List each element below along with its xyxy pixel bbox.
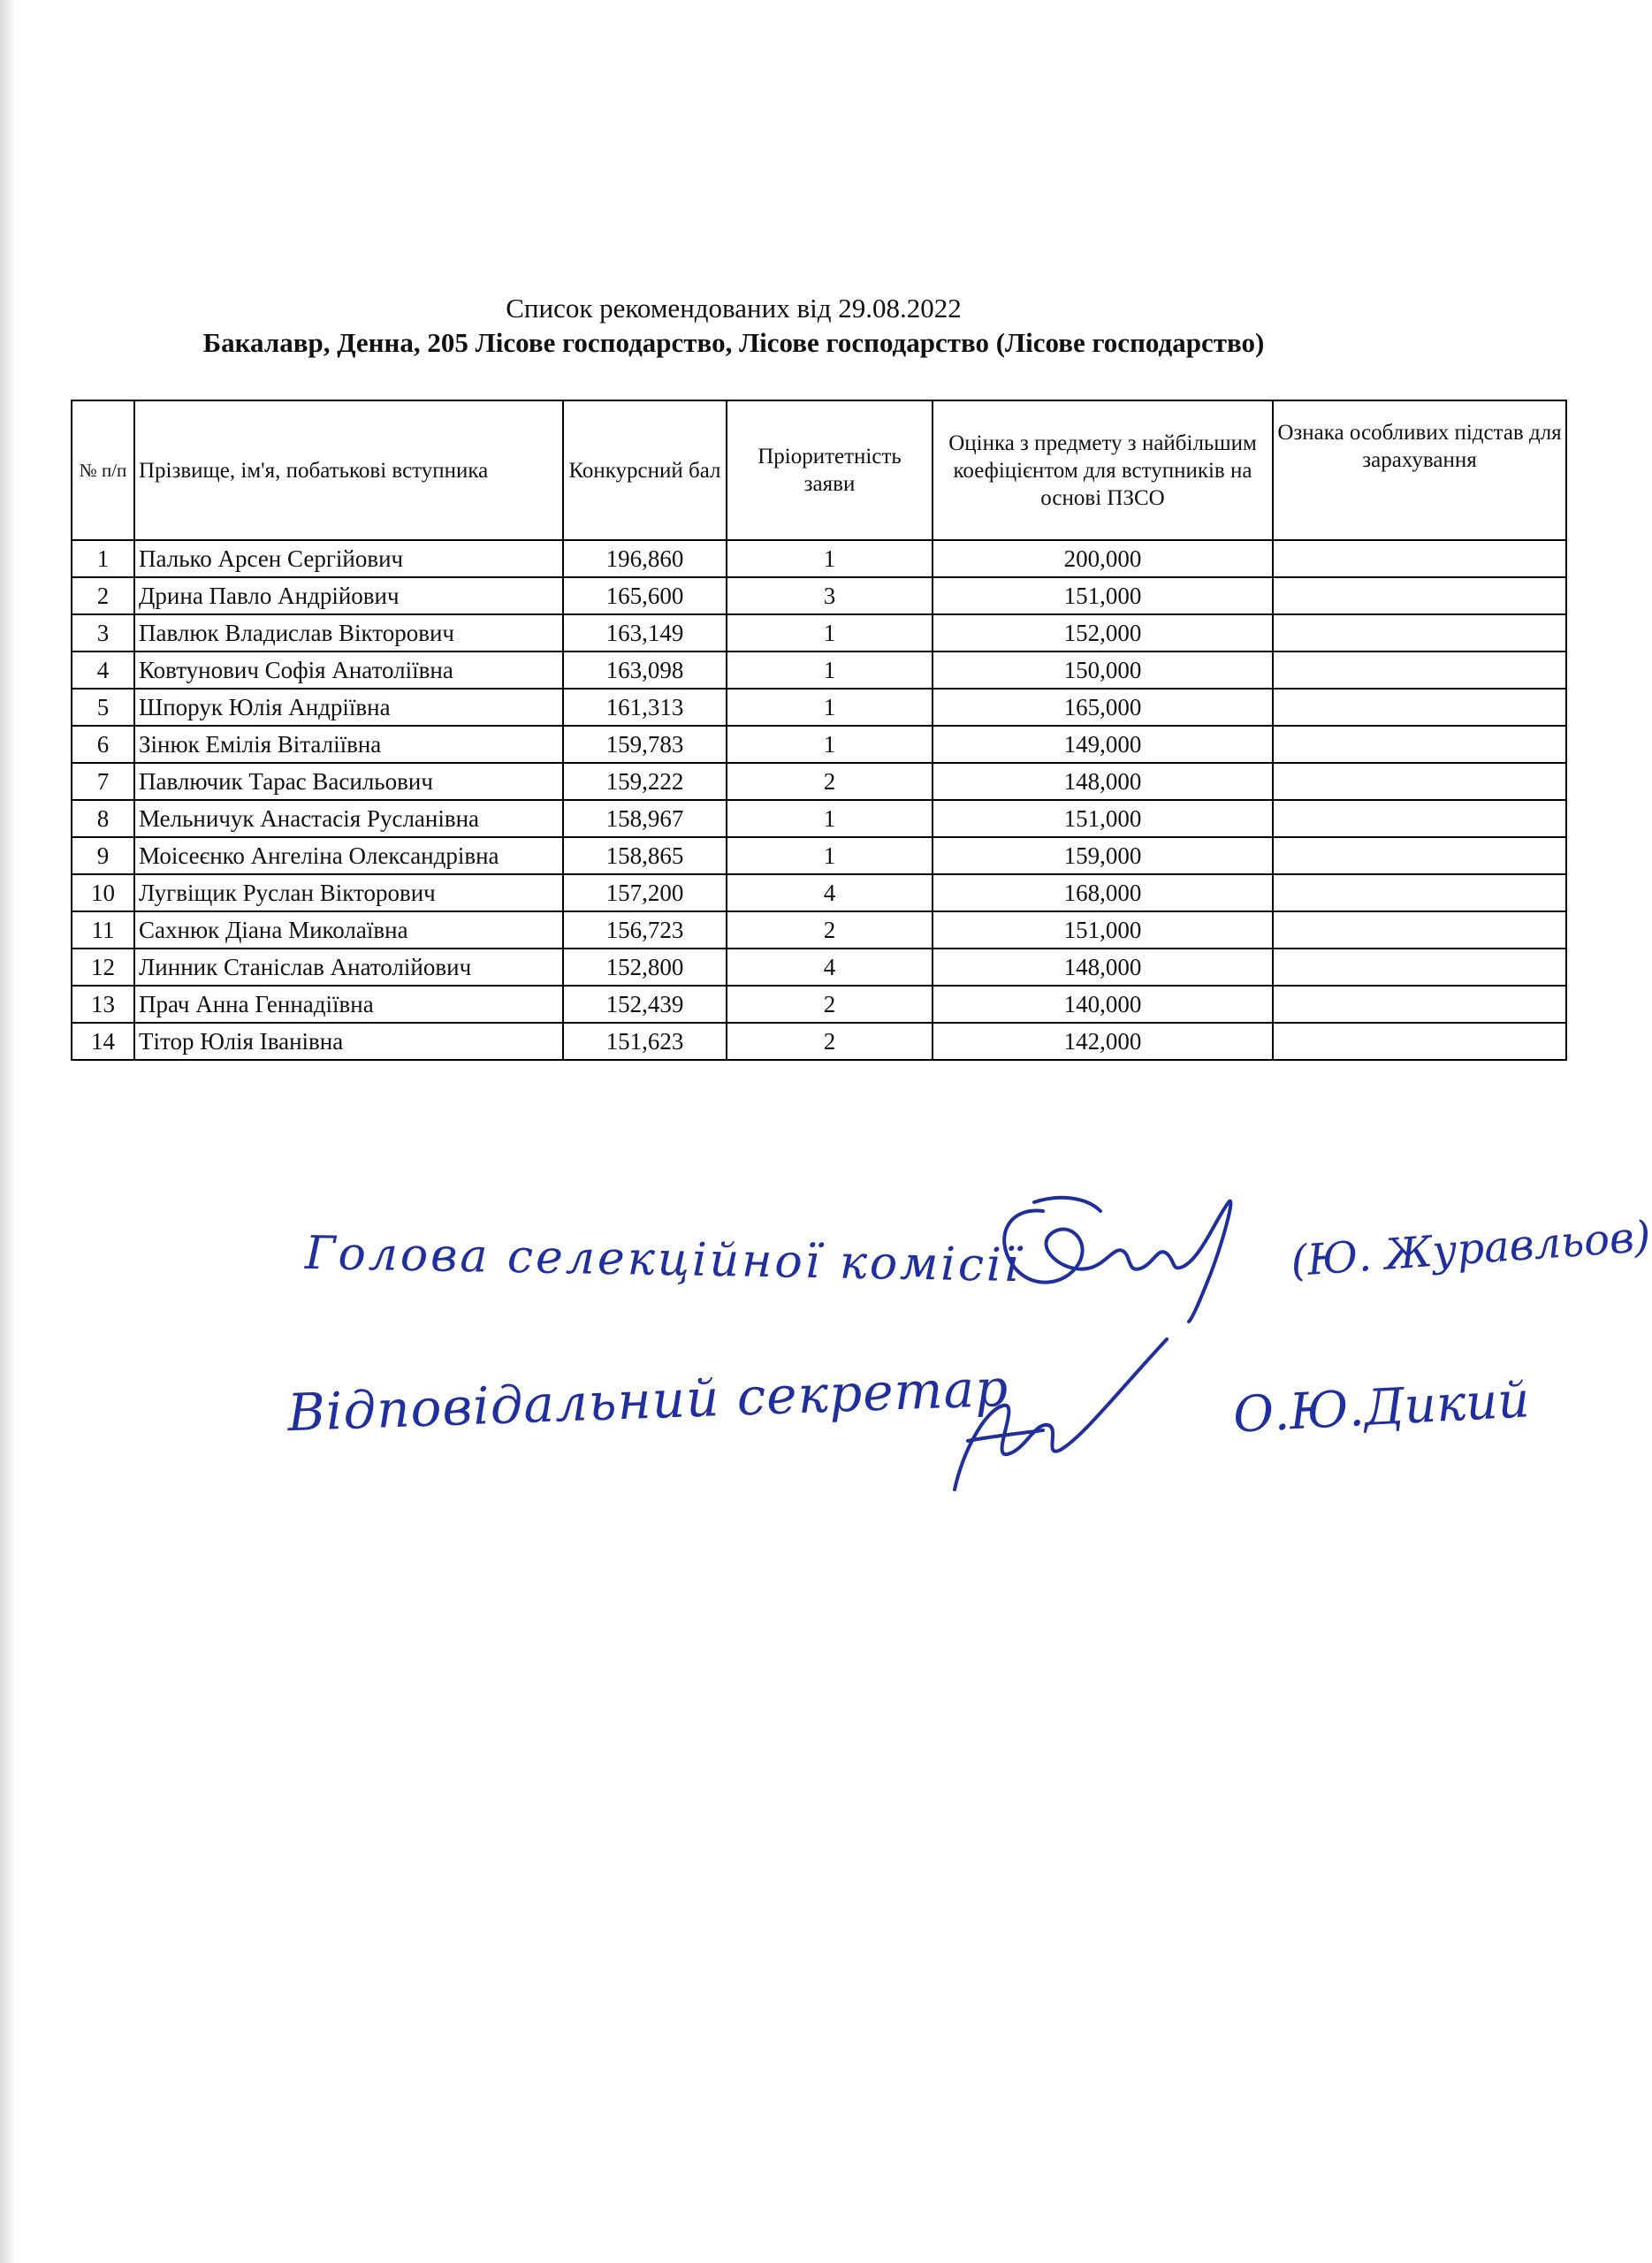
secretary-title-handwritten: Відповідальний секретар <box>286 1357 1010 1444</box>
applicant-name: Тітор Юлія Іванівна <box>134 1023 563 1060</box>
table-row <box>72 763 1566 800</box>
applicant-name: Сахнюк Діана Миколаївна <box>134 911 563 949</box>
applicant-name: Прач Анна Геннадіївна <box>134 986 563 1023</box>
subject-grade: 200,000 <box>933 540 1273 577</box>
application-priority: 1 <box>727 726 933 763</box>
row-number: 2 <box>72 577 134 614</box>
competitive-score: 163,098 <box>563 651 727 689</box>
row-number: 6 <box>72 726 134 763</box>
table-row <box>72 800 1566 837</box>
special-grounds <box>1273 800 1566 837</box>
applicant-name: Линник Станіслав Анатолійович <box>134 949 563 986</box>
applicant-name: Дрина Павло Андрійович <box>134 577 563 614</box>
application-priority: 4 <box>727 949 933 986</box>
table-row <box>72 1023 1566 1060</box>
special-grounds <box>1273 651 1566 689</box>
header-priority: Пріоритетність заяви <box>727 400 933 540</box>
document-title: Список рекомендованих від 29.08.2022 <box>506 293 962 324</box>
subject-grade: 142,000 <box>933 1023 1273 1060</box>
competitive-score: 159,222 <box>563 763 727 800</box>
table-row <box>72 689 1566 726</box>
subject-grade: 140,000 <box>933 986 1273 1023</box>
row-number: 14 <box>72 1023 134 1060</box>
row-number: 1 <box>72 540 134 577</box>
header-grade: Оцінка з предмету з найбільшим коефіцієнтом для вступників на основі ПЗСО <box>933 400 1273 540</box>
chair-signature <box>981 1185 1246 1326</box>
special-grounds <box>1273 837 1566 874</box>
table-body <box>72 540 1566 1060</box>
subject-grade: 151,000 <box>933 911 1273 949</box>
special-grounds <box>1273 614 1566 651</box>
table-row <box>72 911 1566 949</box>
special-grounds <box>1273 1023 1566 1060</box>
applicant-name: Мельничук Анастасія Русланівна <box>134 800 563 837</box>
subject-grade: 165,000 <box>933 689 1273 726</box>
application-priority: 2 <box>727 911 933 949</box>
row-number: 11 <box>72 911 134 949</box>
row-number: 5 <box>72 689 134 726</box>
applicant-name: Павлючик Тарас Васильович <box>134 763 563 800</box>
special-grounds <box>1273 874 1566 911</box>
row-number: 10 <box>72 874 134 911</box>
special-grounds <box>1273 911 1566 949</box>
document-subtitle: Бакалавр, Денна, 205 Лісове господарство, Лісове господарство (Лісове господарство) <box>202 327 1265 358</box>
applicant-name: Моісеєнко Ангеліна Олександрівна <box>134 837 563 874</box>
row-number: 7 <box>72 763 134 800</box>
special-grounds <box>1273 949 1566 986</box>
special-grounds <box>1273 726 1566 763</box>
subject-grade: 148,000 <box>933 949 1273 986</box>
competitive-score: 165,600 <box>563 577 727 614</box>
table-row <box>72 540 1566 577</box>
recommended-list-table <box>71 400 1567 1061</box>
competitive-score: 163,149 <box>563 614 727 651</box>
applicant-name: Павлюк Владислав Вікторович <box>134 614 563 651</box>
special-grounds <box>1273 540 1566 577</box>
table-row <box>72 726 1566 763</box>
header-name: Прізвище, ім'я, побатькові вступника <box>134 400 563 540</box>
row-number: 12 <box>72 949 134 986</box>
header-special: Ознака особливих підстав для зарахування <box>1273 400 1566 540</box>
competitive-score: 152,439 <box>563 986 727 1023</box>
row-number: 8 <box>72 800 134 837</box>
special-grounds <box>1273 689 1566 726</box>
application-priority: 1 <box>727 540 933 577</box>
application-priority: 2 <box>727 1023 933 1060</box>
special-grounds <box>1273 986 1566 1023</box>
application-priority: 1 <box>727 651 933 689</box>
row-number: 3 <box>72 614 134 651</box>
applicant-name: Палько Арсен Сергійович <box>134 540 563 577</box>
competitive-score: 157,200 <box>563 874 727 911</box>
header-num: № п/п <box>72 400 134 540</box>
application-priority: 1 <box>727 837 933 874</box>
competitive-score: 158,865 <box>563 837 727 874</box>
table-row <box>72 986 1566 1023</box>
row-number: 13 <box>72 986 134 1023</box>
applicant-name: Ковтунович Софія Анатоліївна <box>134 651 563 689</box>
table-row <box>72 837 1566 874</box>
competitive-score: 156,723 <box>563 911 727 949</box>
subject-grade: 151,000 <box>933 800 1273 837</box>
competitive-score: 159,783 <box>563 726 727 763</box>
application-priority: 4 <box>727 874 933 911</box>
special-grounds <box>1273 763 1566 800</box>
subject-grade: 150,000 <box>933 651 1273 689</box>
competitive-score: 196,860 <box>563 540 727 577</box>
table-row <box>72 614 1566 651</box>
competitive-score: 152,800 <box>563 949 727 986</box>
header-score: Конкурсний бал <box>563 400 727 540</box>
secretary-signature <box>937 1326 1202 1503</box>
table-row <box>72 577 1566 614</box>
application-priority: 2 <box>727 986 933 1023</box>
competitive-score: 158,967 <box>563 800 727 837</box>
subject-grade: 159,000 <box>933 837 1273 874</box>
row-number: 9 <box>72 837 134 874</box>
applicant-name: Лугвіщик Руслан Вікторович <box>134 874 563 911</box>
subject-grade: 168,000 <box>933 874 1273 911</box>
chair-name-handwritten: (Ю. Журавльов) <box>1289 1211 1652 1287</box>
subject-grade: 148,000 <box>933 763 1273 800</box>
application-priority: 1 <box>727 689 933 726</box>
subject-grade: 151,000 <box>933 577 1273 614</box>
table-row <box>72 874 1566 911</box>
table-row <box>72 949 1566 986</box>
row-number: 4 <box>72 651 134 689</box>
competitive-score: 151,623 <box>563 1023 727 1060</box>
chair-title-handwritten: Голова селекційної комісії <box>304 1226 1022 1293</box>
applicant-name: Зінюк Емілія Віталіївна <box>134 726 563 763</box>
table-row <box>72 651 1566 689</box>
special-grounds <box>1273 577 1566 614</box>
application-priority: 3 <box>727 577 933 614</box>
subject-grade: 152,000 <box>933 614 1273 651</box>
applicant-name: Шпорук Юлія Андріївна <box>134 689 563 726</box>
application-priority: 1 <box>727 800 933 837</box>
competitive-score: 161,313 <box>563 689 727 726</box>
application-priority: 2 <box>727 763 933 800</box>
secretary-name-handwritten: О.Ю.Дикий <box>1231 1371 1531 1444</box>
table-header-row <box>72 400 1566 540</box>
subject-grade: 149,000 <box>933 726 1273 763</box>
application-priority: 1 <box>727 614 933 651</box>
